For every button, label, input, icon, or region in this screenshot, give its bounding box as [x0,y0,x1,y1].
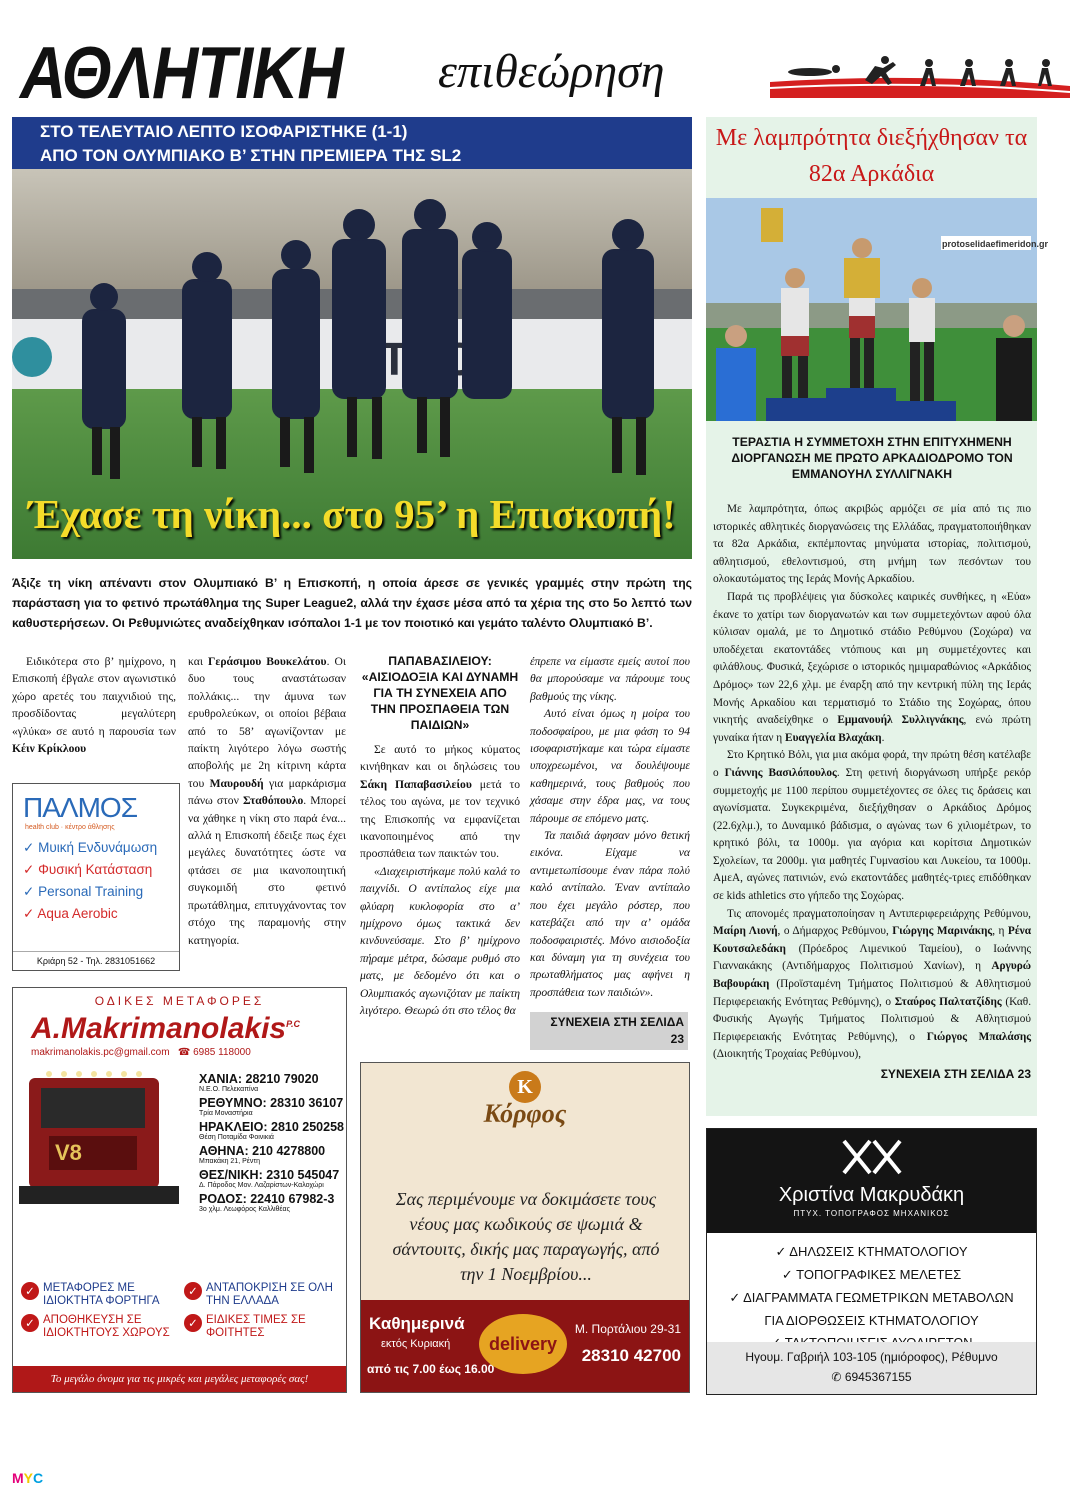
main-headline: Έχασε τη νίκη... στο 95’ η Επισκοπή! [28,491,676,537]
women-winner-name: Ευαγγελία Βλαχάκη [785,731,882,744]
arkadia-p4-f: (Προϊσταμένη Τμήματος Πολιτισμού & Αθλητισμού Περιφερειακής Ενότητας Ρεθύμνης), ο [713,978,1031,1008]
check-icon: ✓ [729,1291,741,1306]
coach-quote-part-3: Αυτό είναι όμως η μοίρα του ποδοσφαίρου, με μια φάση το 94 ισοφαριστήκαμε και τώρα είμαστε υποχρεωμένοι, να δουλέψουμε καθημερινά, τους βαθμούς που χάσαμε στην έδρα μας, να τους πάρουμε σε επόμενο ματς. [530,707,690,825]
branch-4-city: ΑΘΗΝΑ: 210 4278800 [199,1144,326,1158]
delivery-badge: delivery [479,1314,567,1374]
bakery-except: εκτός Κυριακή [381,1338,451,1350]
coach-quote-part-1: «Διαχειριστήκαμε πολύ καλά το παιχνίδι. Ο αντίπαλος είχε μια φλύαρη κυκλοφορία στο α’ ημίχρονο όμως τακτικά δεν κινδυνεύσαμε. Στο β’ ημίχρονο πήραμε μέτρα, δώσαμε ρυθμό στο ματς, με δεδομένο ότι και ο Ολυμπιακός αγωνιζόταν με παίκτη λιγότερο. Θεωρώ ότι στο τέλος θα [360,864,520,1018]
col2-text-c: . Μπορεί να χάθηκε η νίκη στο παρά ένα... αλλά η Επισκοπή έδειξε πως έχει μεγάλες δυνατότητες ώστε να φτάσει σε μια ικανοποιητική συγκομιδή στο φετινό πρωτάθλημα, επιτυγχάνοντας τον στόχο της παραμονής στην κατηγορία. [188,794,347,947]
arkadia-body: Με λαμπρότητα, όπως ακριβώς αρμόζει σε μία από τις πιο ιστορικές αθλητικές διοργανώσεις της Ελλάδας, πραγματοποιήθηκαν τα 82α Αρκάδια, εκπέμποντας μηνύματα ιστορίας, πολιτισμού, αθλητισμού, εθελοντισμού, στη μνήμη των πεσόντων του ολοκαυτώματος της Ιεράς Μονής Αρκαδίου. Παρά τις προβλέψεις για δύσκολες καιρικές συνθήκες, η «Εύα» έκανε το χατίρι των διοργανωτών και των συμμετεχόντων αφού όλα κύλισαν ομαλά, με το Δημοτικό στάδιο Ρεθύμνου (Σοχώρα) να υποδέχεται εκατοντάδες ντόπιους και μη συμμετέχοντες και φιλάθλους. Φυσικά, ξεχώρισε ο ιστορικός ημιμαραθώνιος «Αρκάδιος Δρόμος» των 22,6 χλμ. με έναρξη από την κεντρική πύλη της Ιεράς Μονής Αρκαδίου και τερματισμό το Στάδιο της Σοχώρας, όπου νικητής αναδείχθηκε ο Εμμανουήλ Συλλιγνάκης, ενώ πρώτη γυναίκα ήταν η Ευαγγελία Βλαχάκη. Στο Κρητικό Βόλι, για μια ακόμα φορά, την πρώτη θέση κατέλαβε ο Γιάννης Βασιλόπουλος. Στη φετινή διοργάνωση υπήρξε ρεκόρ συμμετοχής με 1100 περίπου συμμετέχοντες σε όλες τις δράσεις και αγωνίσματα. Συγκεκριμένα, διεξήχθησαν ο Αρκάδιος Δρόμος (22.6χλμ.), το Δυναμικό βάδισμα, ο αγώνας των 6 χιλιομέτρων, το κρητικό βόλι, τα 1000μ. για αγόρια και κορίτσια Δημοτικών Σχολείων, τα 2000μ. για μαθητές Γυμνασίου και Λυκείου, τα 1000μ. ΑμεΑ, αγώνες πατινιών, ενώ εκατοντάδες μαθητές-τριες επιδόθηκαν σε kids athletics στο γήπεδο της Σοχώρας. Τις απονομές πραγματοποίησαν η Αντιπεριφερειάρχης Ρεθύμνου, Μαίρη Λιονή, ο Δήμαρχος Ρεθύμνου, Γιώργης Μαρινάκης, η Ρένα Κουτσαλεδάκη (Πρόεδρος Λιμενικού Ταμείου), ο Ιωάννης Γιαννακάκης (Αντιδήμαρχος Πολιτισμού Χανίων), η Αργυρώ Βαβουράκη (Προϊσταμένη Τμήματος Πολιτισμού & Αθλητισμού Περιφερειακής Ενότητας Ρεθύμνης), ο Σταύρος Παλτατζίδης (Καθ. Φυσικής Αγωγής Τμήματος Πολιτισμού & Αθλητισμού Περιφερειακής Ενότητας Ρεθύμνης), ο Γιώργος Μπαλάσης (Διοικητής Τροχαίας Ρεθύμνου), ΣΥΝΕΧΕΙΑ ΣΤΗ ΣΕΛΙΔΑ 23 [713,503,1032,1081]
service-1-label: ΔΗΛΩΣΕΙΣ ΚΤΗΜΑΤΟΛΟΓΙΟΥ [789,1244,968,1259]
article-column-2 [188,653,346,949]
bakery-hours: από τις 7.00 έως 16.00 [367,1362,495,1376]
arkadia-p2-b: , ενώ πρώτη γυναίκα ήταν η [713,714,1032,744]
palmos-tagline: health club · κέντρο άθλησης [25,824,115,831]
branch-4-address: Μπακάκη 21, Ρέντη [199,1158,261,1165]
palmos-item-3-label: Personal Training [38,884,144,899]
check-icon: ✓ [23,906,35,922]
check-icon: ✓ [23,884,35,900]
service-2-label: ΤΟΠΟΓΡΑΦΙΚΕΣ ΜΕΛΕΤΕΣ [796,1267,962,1282]
check-icon: ✓ [23,840,35,856]
transport-email: makrimanolakis.pc@gmail.com [31,1047,170,1058]
col1-text: Ειδικότερα στο β’ ημίχρονο, η Επισκοπή έβγαλε στον αγωνιστικό χώρο αρετές του παιχνιδιού της, προσδίδοντας μεγαλύτερη «γλύκα» σε αυτό η παρουσία των [12,655,176,738]
bakery-brand: Κόρφος [483,1099,567,1128]
palmos-item-4 [23,903,179,925]
arkadia-continued: ΣΥΝΕΧΕΙΑ ΣΤΗ ΣΕΛΙΔΑ 23 [880,1067,1031,1081]
phone-icon: ☎ [177,1047,191,1058]
photo-watermark: protoselidaefimeridon.gr [942,239,1049,249]
branch-1-city: ΧΑΝΙΑ: 28210 79020 [199,1072,319,1086]
arkadia-p2-a: Παρά τις προβλέψεις για δύσκολες καιρικές συνθήκες, η «Εύα» έκανε το χατίρι των διοργανωτών και των συμμετεχόντων αφού όλα κύλισαν ομαλά, με το Δημοτικό στάδιο Ρεθύμνου (Σοχώρα) να υποδέχεται εκατοντάδες ντόπιους και μη συμμετέχοντες και φιλάθλους. Φυσικά, ξεχώρισε ο ιστορικός ημιμαραθώνιος «Αρκάδιος Δρόμος» των 22,6 χλμ. με έναρξη από την κεντρική πύλη της Ιεράς Μονής Αρκαδίου και τερματισμό το Στάδιο της Σοχώρας, όπου νικητής αναδείχθηκε ο [713,590,1031,727]
sports-silhouettes-icon [770,52,1070,98]
palmos-item-1-label: Μυική Ενδυνάμωση [38,840,158,855]
transport-phone: 6985 118000 [193,1047,251,1058]
coach-quote-part-2: έπρεπε να είμαστε εμείς αυτοί που θα μπορούσαμε να πάρουμε τους βαθμούς της νίκης. [530,655,690,703]
palmos-address: Κριάρη 52 - Τηλ. 2831051662 [13,951,179,970]
arkadia-p4-g: (Καθ. Φυσικής Αγωγής Τμήματος Πολιτισμού & Αθλητισμού Περιφερειακής Ενότητας Ρεθύμνης), ο [713,995,1032,1043]
check-icon: ✓ [781,1268,793,1283]
service-1 [707,1241,1036,1264]
surveyor-title: ΠΤΥΧ. ΤΟΠΟΓΡΑΦΟΣ ΜΗΧΑΝΙΚΟΣ [793,1209,950,1218]
official-5: Σταύρος Παλτατζίδης [894,995,1002,1008]
arkadia-subheading: ΤΕΡΑΣΤΙΑ Η ΣΥΜΜΕΤΟΧΗ ΣΤΗΝ ΕΠΙΤΥΧΗΜΕΝΗ ΔΙΟΡΓΑΝΩΣΗ ΜΕ ΠΡΩΤΟ ΑΡΚΑΔΙΟΔΡΟΜΟ ΤΟΝ ΕΜΜΑΝΟΥΗΛ ΣΥΛΛΙΓΝΑΚΗ [731,435,1013,481]
arkadia-paragraph-1: Με λαμπρότητα, όπως ακριβώς αρμόζει σε μία από τις πιο ιστορικές αθλητικές διοργανώσεις της Ελλάδας, πραγματοποιήθηκαν τα 82α Αρκάδια, εκπέμποντας μηνύματα ιστορίας, πολιτισμού, αθλητισμού, εθελοντισμού, στη μνήμη των πεσόντων του ολοκαυτώματος της Ιεράς Μονής Αρκαδίου. [713,503,1031,586]
coach-name: Σάκη Παπαβασιλείου [360,777,472,791]
bakery-message: Σας περιμένουμε να δοκιμάσετε τους νέους μας κωδικούς σε ψωμιά & σάντουιτς, δικής μας παραγωγής, από την 1 Νοεμβρίου... [392,1189,660,1284]
check-icon: ✓ [21,1314,39,1332]
official-4: Αργυρώ Βαβουράκη [713,960,1031,991]
bakery-ad [360,1062,690,1393]
surveyor-services [707,1241,1036,1355]
arkadia-p4-e: (Πρόεδρος Λιμενικού Ταμείου), ο Ιωάννης Γιαννακάκης (Αντιδήμαρχος Πολιτισμού Χανίων), η [713,942,1031,973]
masthead-subtitle: επιθεώρηση [438,45,665,98]
feature-2: ΑΝΤΑΠΟΚΡΙΣΗ ΣΕ ΟΛΗ ΤΗΝ ΕΛΛΑΔΑ [206,1282,333,1307]
transport-features [21,1282,339,1340]
arkadia-p4-a: Τις απονομές πραγματοποίησαν η Αντιπεριφερειάρχης Ρεθύμνου, [727,907,1031,920]
branch-5-city: ΘΕΣ/ΝΙΚΗ: 2310 545047 [199,1168,340,1182]
branch-1-address: Ν.Ε.Ο. Πελεκαπίνα [199,1086,259,1093]
branch-6-address: 3ο χλμ. Λεωφόρος Καλλιθέας [199,1206,290,1213]
palmos-item-4-label: Aqua Aerobic [37,906,118,921]
kicker-line-2: ΑΠΟ ΤΟΝ ΟΛΥΜΠΙΑΚΟ Β’ ΣΤΗΝ ΠΡΕΜΙΕΡΑ ΤΗΣ SL2 [40,146,462,165]
surveyor-contact [707,1342,1036,1394]
article-column-4 [530,653,690,1001]
surveyor-logo-icon [840,1137,904,1177]
check-icon: ✓ [775,1245,787,1260]
surveyor-phone: 6945367155 [844,1370,912,1384]
branch-3-address: Θέση Ποταμίδα Φοινικιά [199,1134,274,1141]
arkadia-p3-b: . Στη φετινή διοργάνωση υπήρξε ρεκόρ συμμετοχής με 1100 περίπου συμμετέχοντες σε όλες τις δράσεις και αγωνίσματα. Συγκεκριμένα, διεξήχθησαν ο Αρκάδιος Δρόμος (22.6χλμ.), το Δυναμικό βάδισμα, ο αγώνας των 6 χιλιομέτρων, το κρητικό βόλι, τα 1000μ. για αγόρια και κορίτσια Δημοτικών Σχολείων, τα 2000μ. για μαθητές Γυμνασίου και Λυκείου, τα 1000μ. ΑμεΑ, αγώνες πατινιών, ενώ εκατοντάδες μαθητές-τριες επιδόθηκαν σε kids athletics στο γήπεδο της Σοχώρας. [713,766,1031,903]
col3-text-b: μετά το τέλος του αγώνα, με τον τεχνικό της Επισκοπής να εμφανίζεται ικανοποιημένος από την προσπάθεια των παικτών του. [360,777,520,861]
arkadia-title: Με λαμπρότητα διεξήχθησαν τα 82α Αρκάδια [715,125,1028,187]
branch-2-address: Τρία Μοναστήρια [199,1110,253,1117]
truck-badge: V8 [55,1140,82,1165]
arkadia-p4-h: (Διοικητής Τροχαίας Ρεθύμνου), [713,1048,862,1061]
bakery-footer [361,1300,689,1392]
feature-1: ΜΕΤΑΦΟΡΕΣ ΜΕ ΙΔΙΟΚΤΗΤΑ ΦΟΡΤΗΓΑ [43,1282,160,1307]
arkadia-p3-a: Στο Κρητικό Βόλι, για μια ακόμα φορά, την πρώτη θέση κατέλαβε ο [713,749,1031,779]
service-3-label: ΔΙΑΓΡΑΜΜΑΤΑ ΓΕΩΜΕΤΡΙΚΩΝ ΜΕΤΑΒΟΛΩΝ [743,1290,1014,1305]
article-continued [530,1012,688,1050]
surveyor-ad [706,1128,1037,1395]
official-1: Μαίρη Λιονή [713,925,778,938]
transport-brand-text: A.Makrimanolakis [31,1012,287,1045]
coach-quote-heading: ΠΑΠΑΒΑΣΙΛΕΙΟΥ: «ΑΙΣΙΟΔΟΞΙΑ ΚΑΙ ΔΥΝΑΜΗ ΓΙΑ ΤΗ ΣΥΝΕΧΕΙΑ ΑΠΟ ΤΗΝ ΠΡΟΣΠΑΘΕΙΑ ΤΩΝ ΠΑΙΔΙΩΝ» [361,654,519,732]
winner-name: Εμμανουήλ Συλλιγνάκης [837,714,964,727]
coach-quote-part-4: Τα παιδιά άφησαν μόνο θετική εικόνα. Είχαμε να αντιμετωπίσουμε έναν πάρα πολύ καλό αντίπαλο. Έναν αντίπαλο που έχει μεγάλο ρόστερ, που κατεβάζει από την α’ ομάδα ποδοσφαιριστές. Μόνο αισιοδοξία και δύναμη για τη συνέχεια του πρωταθλήματος μας αφήνει η προσπάθεια των παιδιών». [530,829,690,999]
masthead-title: ΑΘΛΗΤΙΚΗ [20,31,343,114]
service-4-label: ΓΙΑ ΔΙΟΡΘΩΣΕΙΣ ΚΤΗΜΑΤΟΛΟΓΙΟΥ [764,1313,979,1328]
bakery-phone: 28310 42700 [581,1346,681,1365]
article-column-3 [360,653,520,1020]
branch-5-address: Δ. Πάροδος Μον. Λαζαρίστων-Καλοχώρι [199,1182,324,1189]
transport-brand-suffix: P.C [286,1019,300,1029]
branch-2-city: ΡΕΘΥΜΝΟ: 28310 36107 [199,1096,344,1110]
surveyor-header [707,1129,1036,1233]
col2-text-b: για μαρκάρισμα πάνω στον [188,776,346,808]
truck-illustration [19,1058,189,1218]
bakery-logo-icon: K [509,1071,541,1103]
arkadia-p4-d: , η [992,925,1005,938]
service-2 [707,1264,1036,1287]
col2-name-3: Σταθόπουλο [242,794,304,808]
branch-6-city: ΡΟΔΟΣ: 22410 67982-3 [199,1192,335,1206]
check-icon: ✓ [184,1282,202,1300]
transport-slogan: Το μεγάλο όνομα για τις μικρές και μεγάλες μεταφορές σας! [13,1366,346,1392]
col2-name-1: Γεράσιμου Βουκελάτου [207,655,327,668]
col2-name-2: Μαυρουδή [209,776,264,790]
check-icon: ✓ [184,1314,202,1332]
service-4 [707,1310,1036,1332]
feature-4: ΕΙΔΙΚΕΣ ΤΙΜΕΣ ΣΕ ΦΟΙΤΗΤΕΣ [206,1314,306,1339]
branch-3-city: ΗΡΑΚΛΕΙΟ: 2810 250258 [199,1120,344,1134]
col2-text-a: . Οι δυο τους αναστάτωσαν πολλάκις... την άμυνα των ερυθρολεύκων, οι οποίοι βέβαια από το 58’ αγωνίζονταν με παίκτη λιγότερο λόγω σωστής αποβολής με 2η κίτρινη κάρτα του [188,655,347,790]
podium-photo [706,198,1049,421]
palmos-item-2 [23,859,179,881]
palmos-ad [12,783,180,971]
bakery-daily: Καθημερινά [369,1314,465,1333]
col1-name: Κέιν Κρίκλοου [12,742,87,756]
col3-text-a: Σε αυτό το μήκος κύματος κινήθηκαν και οι δηλώσεις του [360,743,520,774]
surveyor-address: Ηγουμ. Γαβριήλ 103-105 (ημιόροφος), Ρέθυμνο [745,1350,998,1364]
arkadia-p4-c: , ο Δήμαρχος Ρεθύμνου, [777,925,889,938]
palmos-item-3 [23,881,179,903]
official-2: Γιώργης Μαρινάκης [892,925,993,938]
service-3 [707,1287,1036,1310]
palmos-brand: ΠΑΛΜΟΣ [23,792,138,823]
transport-branches [199,1072,344,1216]
official-3: Ρένα Κουτσαλεδάκη [713,925,1032,955]
transport-ad [12,987,347,1393]
phone-icon: ✆ [831,1370,842,1384]
feature-3: ΑΠΟΘΗΚΕΥΣΗ ΣΕ ΙΔΙΟΚΤΗΤΟΥΣ ΧΩΡΟΥΣ [43,1314,170,1339]
article-column-1 [12,653,176,757]
check-icon: ✓ [21,1282,39,1300]
bakery-address: Μ. Πορτάλιου 29-31 [574,1322,681,1336]
surveyor-name: Χριστίνα Μακρυδάκη [778,1184,965,1206]
col2-pre: και [188,655,203,668]
transport-header: ΟΔΙΚΕΣ ΜΕΤΑΦΟΡΕΣ [94,994,265,1008]
check-icon: ✓ [23,862,35,878]
palmos-item-1 [23,837,179,859]
article-kicker [12,117,692,169]
palmos-item-2-label: Φυσική Κατάσταση [38,862,153,877]
article-lead: Άξιζε τη νίκη απέναντι στον Ολυμπιακό Β’ η Επισκοπή, η οποία άρεσε σε γενικές γραμμές στην πρώτη της παράσταση για το φετινό πρωτάθλημα της Super League2, αλλά την έχασε μέσα από τα χέρια της στο 5ο λεπτό των καθυστερήσεων. Οι Ρεθυμνιώτες αναδείχθηκαν ισόπαλοι 1-1 με τον ποιοτικό και γεμάτο ταλέντο Ολυμπιακό Β’. [12,576,692,630]
kicker-line-1: ΣΤΟ ΤΕΛΕΥΤΑΙΟ ΛΕΠΤΟ ΙΣΟΦΑΡΙΣΤΗΚΕ (1-1) [40,122,408,141]
official-6: Γιώργος Μπαλάσης [926,1030,1032,1043]
volley-winner-name: Γιάννης Βασιλόπουλος [724,766,837,779]
transport-brand [31,1008,346,1045]
continued-text: ΣΥΝΕΧΕΙΑ ΣΤΗ ΣΕΛΙΔΑ 23 [550,1015,684,1046]
print-marks: MYC [12,1470,44,1486]
